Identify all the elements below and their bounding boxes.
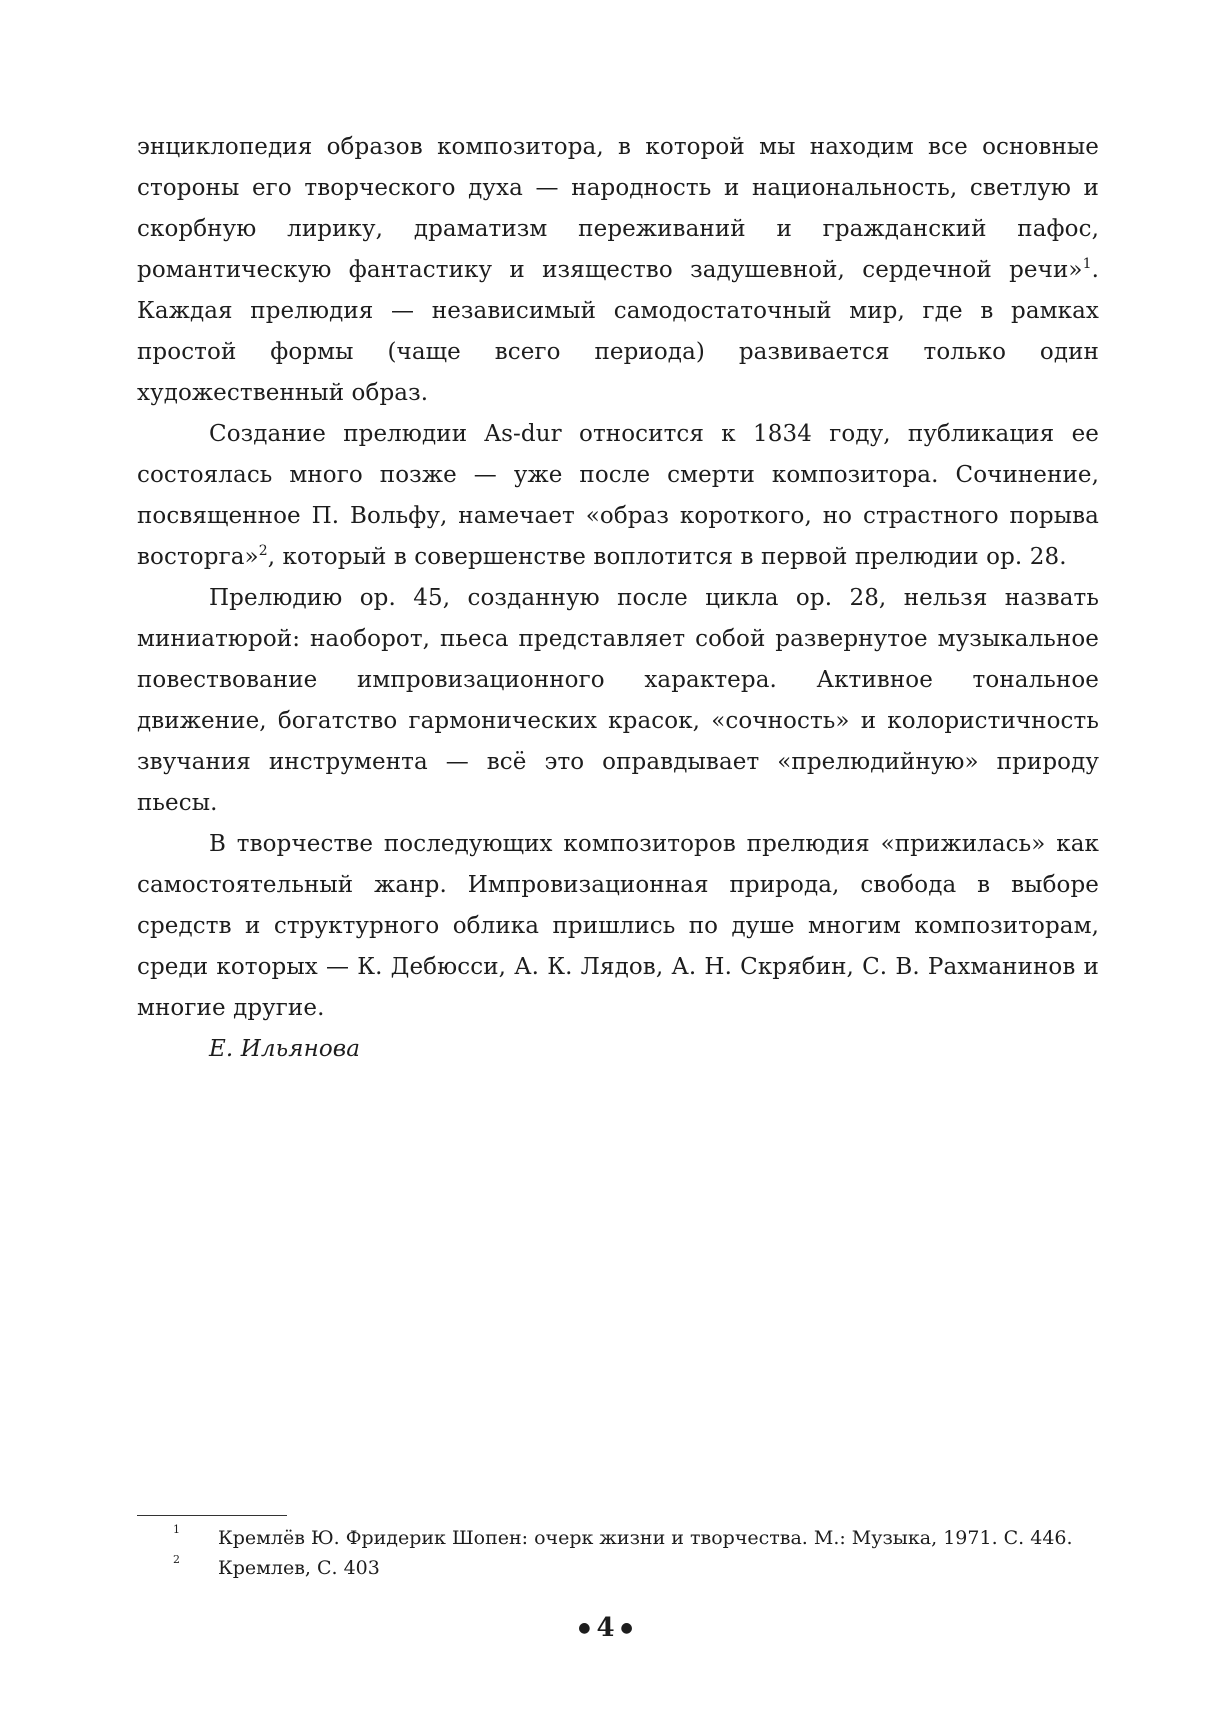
paragraph-1 — [137, 127, 1099, 414]
footnote-text-1: Кремлёв Ю. Фридерик Шопен: очерк жизни и творчества. М.: Музыка, 1971. С. 446. — [218, 1527, 1073, 1549]
paragraph-1-text: энциклопедия образов композитора, в которой мы находим все основные стороны его творческого духа — народность и национальность, светлую и скорбную лирику, драматизм переживаний и гражданский пафос, романтическую фантастику и изящество задушевной, сердечной речи» — [137, 134, 1099, 283]
footnote-divider — [137, 1515, 287, 1516]
footnote-mark-2: 2 — [173, 1553, 180, 1566]
article-body — [137, 127, 1099, 1070]
paragraph-4: В творчестве последующих композиторов прелюдия «прижилась» как самостоятельный жанр. Импровизационная природа, свобода в выборе средств и структурного облика пришлись по душе многим композиторам, среди которых — К. Дебюсси, А. К. Лядов, А. Н. Скрябин, С. В. Рахманинов и многие другие. — [137, 831, 1099, 1021]
footnote-ref-2[interactable]: 2 — [258, 543, 268, 559]
paragraph-1-tail: . Каждая прелюдия — независимый самодостаточный мир, где в рамках простой формы (чаще всего периода) развивается только один художественный образ. — [137, 257, 1099, 406]
author-signature: Е. Ильянова — [209, 1036, 361, 1062]
paragraph-2-text: Создание прелюдии As-dur относится к 1834 году, публикация ее состоялась много позже — уже после смерти композитора. Сочинение, посвященное П. Вольфу, намечает «образ короткого, но страстного порыва восторга» — [137, 421, 1099, 570]
paragraph-2 — [137, 414, 1099, 578]
bullet-right-icon: ● — [620, 1620, 633, 1636]
page-number-value: 4 — [596, 1613, 615, 1643]
footnote-ref-1[interactable]: 1 — [1082, 256, 1092, 272]
paragraph-3: Прелюдию ор. 45, созданную после цикла ор. 28, нельзя назвать миниатюрой: наоборот, пьеса представляет собой развернутое музыкальное повествование импровизационного характера. Активное тональное движение, богатство гармонических красок, «сочность» и колористичность звучания инструмента — всё это оправдывает «прелюдийную» природу пьесы. — [137, 585, 1099, 816]
paragraph-2-tail: , который в совершенстве воплотится в первой прелюдии ор. 28. — [267, 544, 1067, 570]
footnotes — [137, 1523, 1099, 1583]
page-number — [0, 1613, 1211, 1643]
bullet-left-icon: ● — [578, 1620, 591, 1636]
footnote-mark-1: 1 — [173, 1523, 180, 1536]
footnote-item-1 — [137, 1523, 1099, 1553]
footnote-text-2: Кремлев, С. 403 — [218, 1557, 380, 1579]
footnote-item-2 — [137, 1553, 1099, 1583]
